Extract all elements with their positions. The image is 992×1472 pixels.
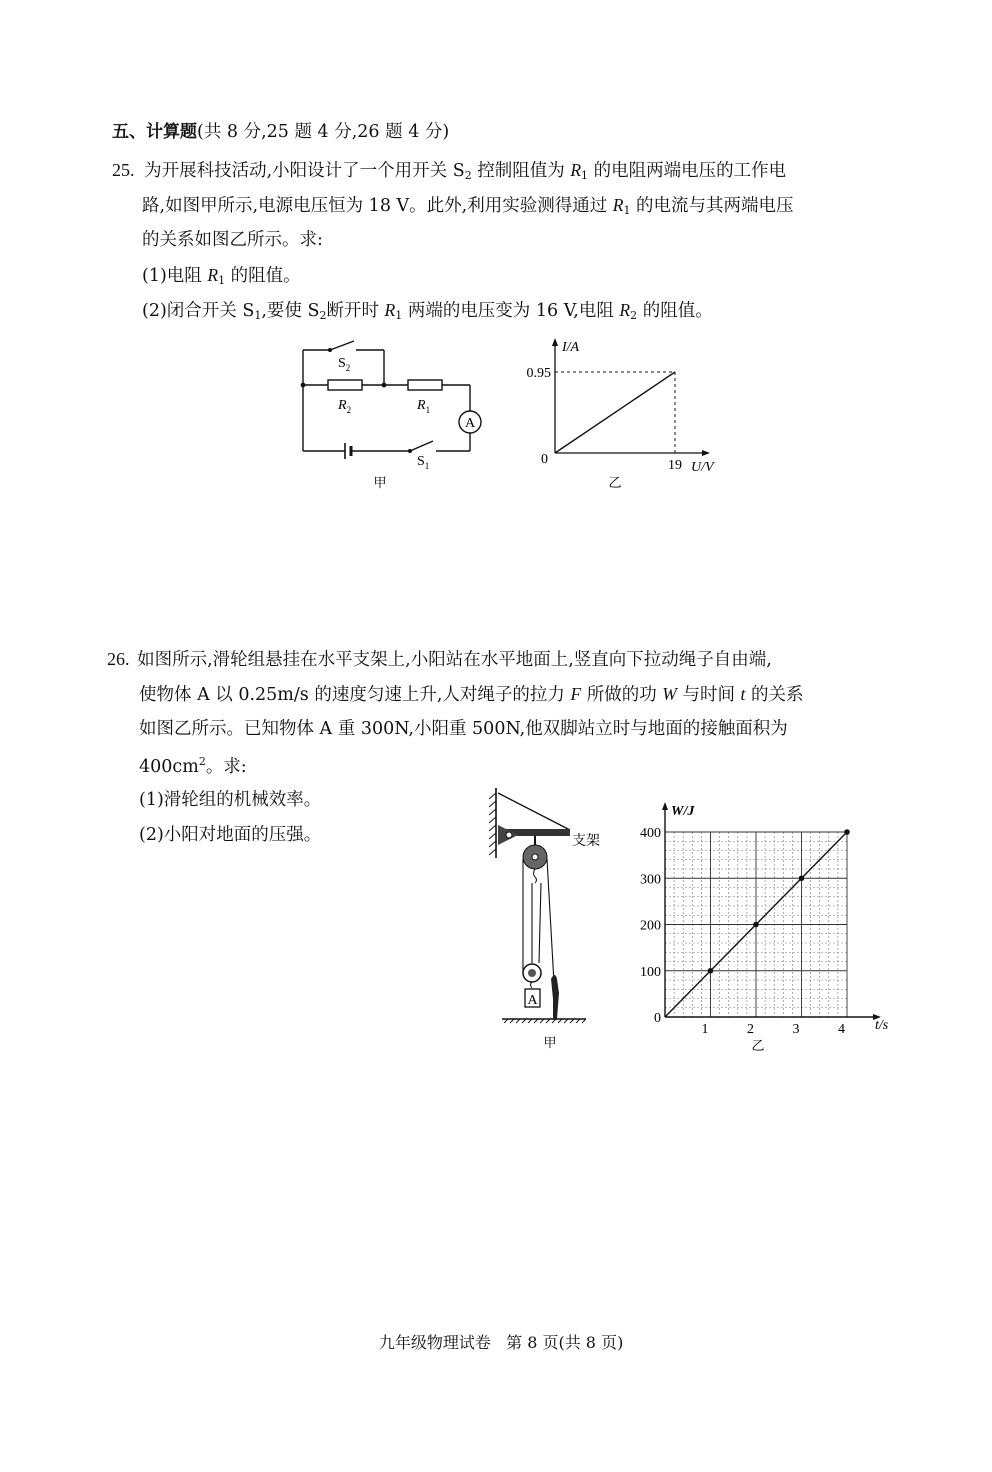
graph2-xtick-label: 3 [792,1022,800,1037]
graph1-xlabel: U/V [691,460,714,475]
q25-sub2-b: ,要使 S [261,301,320,321]
box-a-label: A [527,993,538,1008]
q25-sub2-e: 的阻值。 [637,301,713,321]
q25-sub1: (1)电阻 $R_1$ 的阻值。 [142,265,301,287]
ammeter-label: A [464,416,476,431]
graph2-ytick-label: 300 [640,872,661,888]
q26-text-4b: 。求: [205,757,247,777]
q26-var-t: t [740,684,746,704]
q26-line4 [139,756,247,777]
q25-line3 [142,232,323,250]
q25-number: 25. [112,160,135,180]
graph2-ylabel: W/J [671,804,695,819]
graph1-origin: 0 [541,452,548,467]
graph2-data-point [799,875,805,881]
q26-number: 26. [107,649,130,669]
q26-wt-graph [625,795,900,1060]
graph1-caption: 乙 [608,475,622,490]
section-title: 五、计算题 [112,122,197,142]
q26-text-2c: 与时间 [676,685,741,705]
q26-text-2d: 的关系 [745,685,804,705]
q25-line1: 25. 为开展科技活动,小阳设计了一个用开关 $S_2$ 控制阻值为 $R_1$ 的电阻两端电压的工作电 [112,160,787,182]
graph2-data-point [753,922,759,928]
q25-text-3: 的关系如图乙所示。求: [142,230,323,250]
q26-line1 [107,650,772,670]
label-r2: $R_2$ [338,398,352,415]
label-s2: $S_2$ [338,356,351,373]
wall-hatching [489,793,496,855]
graph2-ytick-label: 0 [654,1011,661,1026]
q25-sub1-b: 的阻值。 [225,266,301,286]
graph2-y-arrow [662,802,668,810]
q26-sub1-text: (1)滑轮组的机械效率。 [139,790,322,810]
q25-text-2a: 路,如图甲所示,电源电压恒为 18 V。此外,利用实验测得通过 [142,196,613,216]
q26-line2 [139,686,803,705]
graph1-x-value: 19 [668,458,682,473]
q26-text-4a: 400cm [139,757,199,777]
circuit-caption: 甲 [373,475,387,490]
q25-text-2b: 的电流与其两端电压 [630,196,794,216]
q25-sub1-a: (1)电阻 [142,266,208,286]
footer-text: 九年级物理试卷 第 8 页(共 8 页) [378,1333,624,1352]
graph2-xtick-label: 2 [747,1022,754,1037]
q25-sub2-a: (2)闭合开关 S [142,301,255,321]
graph1-ylabel: I/A [562,340,580,355]
label-r1: $R_1$ [417,398,431,415]
q26-var-W: W [662,684,677,704]
q26-line3 [139,721,788,739]
person-figure [551,975,559,1019]
page-footer [0,1311,992,1353]
y-axis-arrow [552,338,558,346]
q26-sup: 2 [198,755,206,768]
q26-var-F: F [570,684,582,704]
junction-dot-left [301,383,306,388]
bracket-label: 支架 [572,834,600,849]
q26-sub1 [139,792,321,810]
q26-text-2a: 使物体 A 以 0.25m/s 的速度匀速上升,人对绳子的拉力 [139,685,571,705]
q25-text-1c: 的电阻两端电压的工作电 [588,161,787,181]
graph2-xtick-label: 4 [838,1022,845,1037]
graph1-series-line [555,372,675,453]
q26-sub2-text: (2)小阳对地面的压强。 [139,825,322,845]
q26-text-1: 如图所示,滑轮组悬挂在水平支架上,小阳站在水平地面上,竖直向下拉动绳子自由端, [137,650,772,670]
graph2-ytick-label: 100 [640,964,661,980]
q25-sub2-d: 两端的电压变为 16 V,电阻 [402,301,620,321]
q26-text-3: 如图乙所示。已知物体 A 重 300N,小阳重 500N,他双脚站立时与地面的接触面积为 [139,719,788,739]
q26-text-2b: 所做的功 [581,685,663,705]
q26-sub2 [139,827,321,845]
section-scoring: (共 8 分,25 题 4 分,26 题 4 分) [197,122,450,142]
q26-pulley-diagram [480,783,610,1055]
q25-iu-graph [515,335,735,495]
graph2-ytick-label: 200 [640,918,661,934]
graph2-ytick-label: 400 [640,826,661,841]
q25-sub2-c: 断开时 [326,301,385,321]
section-heading [112,124,449,142]
graph2-caption: 乙 [751,1038,765,1053]
q25-text-1b: 控制阻值为 [471,161,571,181]
x-axis-arrow [702,450,710,456]
junction-dot-mid [382,383,387,388]
q25-sub2: (2)闭合开关 $S_1$,要使 $S_2$断开时 $R_1$ 两端的电压变为 16 V,电阻 $R_2$ 的阻值。 [142,300,713,322]
pulley-caption: 甲 [543,1035,557,1050]
label-s1: $S_1$ [417,454,430,471]
graph2-xlabel: t/s [875,1018,889,1033]
graph2-data-point [844,829,850,835]
graph1-y-value: 0.95 [526,366,551,381]
q25-circuit-diagram [290,335,490,495]
graph2-data-point [708,968,714,974]
q25-text-1a: 为开展科技活动,小阳设计了一个用开关 S [144,161,465,181]
q25-line2: 路,如图甲所示,电源电压恒为 18 V。此外,利用实验测得通过 $R_1$ 的电流与其两端电压 [142,195,794,217]
graph2-xtick-label: 1 [701,1022,709,1037]
